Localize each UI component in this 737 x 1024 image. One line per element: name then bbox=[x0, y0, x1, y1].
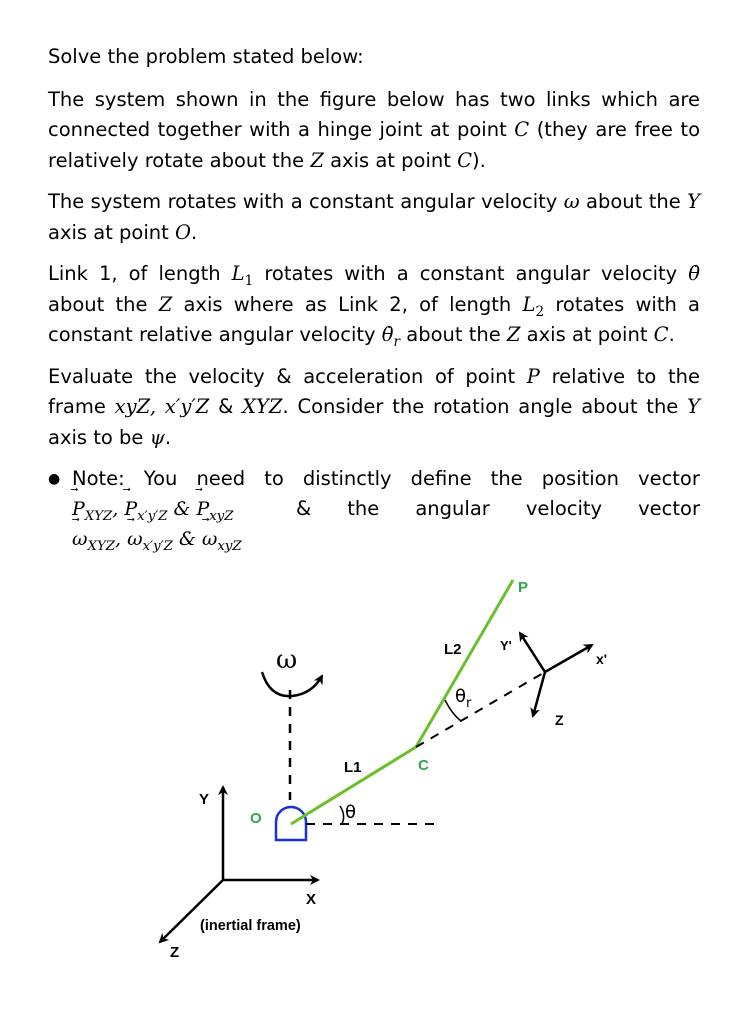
text: ). bbox=[472, 148, 486, 172]
sub-xyZ: xyZ bbox=[209, 508, 234, 524]
local-axis-x bbox=[545, 645, 592, 672]
note-word: distinctly bbox=[302, 467, 392, 490]
note-word: velocity bbox=[525, 497, 603, 520]
label-Y: Y bbox=[199, 791, 210, 808]
math-Z: Z bbox=[506, 323, 521, 346]
math-Y: Y bbox=[687, 395, 701, 418]
text: about the bbox=[400, 323, 507, 346]
note-word: to bbox=[264, 467, 284, 490]
math-sub: r bbox=[393, 333, 401, 350]
math-Y: Y bbox=[687, 190, 700, 213]
text: relative to the frame bbox=[48, 364, 700, 418]
text: axis where as Link 2, of length bbox=[172, 292, 523, 316]
vec-P-XYZ: ⃗ P bbox=[72, 494, 85, 524]
theta-label: θ bbox=[345, 802, 357, 823]
sub-XYZ: XYZ bbox=[84, 508, 113, 524]
text: (they are free to relatively rotate about the bbox=[48, 118, 700, 172]
text: axis to be bbox=[48, 425, 150, 449]
vec-omega-XYZ: ⃗ ω bbox=[72, 524, 88, 554]
bullet-icon: ● bbox=[48, 471, 61, 487]
text: Evaluate the velocity & acceleration of point bbox=[48, 364, 527, 388]
vec-omega-xpyp: ⃗ ω bbox=[127, 524, 143, 554]
text: The system rotates with a constant angular velocity bbox=[48, 190, 564, 213]
note-word: & bbox=[296, 497, 312, 520]
math-L: L bbox=[522, 292, 536, 316]
sub-xyZ: xyZ bbox=[217, 538, 242, 554]
sub-xpypZ: x′y′Z bbox=[137, 508, 168, 524]
text: about the bbox=[579, 190, 688, 213]
text: axis at point bbox=[520, 323, 654, 346]
link-2 bbox=[416, 580, 513, 747]
frame-caption: (inertial frame) bbox=[200, 918, 301, 934]
text: . bbox=[164, 425, 172, 449]
label-C: C bbox=[418, 757, 429, 774]
comma: , bbox=[114, 528, 122, 550]
label-Z: Z bbox=[170, 944, 180, 961]
note-word: vector bbox=[638, 467, 700, 490]
label-P: P bbox=[518, 579, 529, 596]
math-L: L bbox=[231, 262, 245, 285]
label-x-prime: x' bbox=[596, 651, 608, 667]
note-word: need bbox=[196, 467, 246, 490]
note-word: angular bbox=[415, 497, 490, 520]
math-C: C bbox=[653, 323, 669, 346]
link-extension bbox=[416, 672, 545, 747]
label-X: X bbox=[306, 891, 317, 908]
comma: , bbox=[112, 498, 119, 520]
math-Z: Z bbox=[310, 148, 324, 172]
text: The system shown in the figure below has two links which are connected together with a hinge joint at point bbox=[48, 87, 700, 141]
vec-P-xyZ: ⃗ P bbox=[196, 494, 209, 524]
label-L2: L2 bbox=[444, 641, 462, 658]
math-sub: 1 bbox=[244, 272, 254, 289]
text: rotates with a constant relative angular velocity bbox=[48, 292, 700, 346]
label-y-prime: Y' bbox=[500, 638, 512, 653]
label-z-local: Z bbox=[555, 712, 564, 728]
note-word: define bbox=[410, 467, 472, 490]
math-C: C bbox=[457, 148, 472, 172]
label-O: O bbox=[250, 810, 262, 827]
text: . bbox=[191, 220, 198, 244]
note-word: You bbox=[143, 467, 178, 490]
note-word: Note: bbox=[72, 467, 125, 490]
note-word: vector bbox=[638, 497, 700, 520]
note-word: the bbox=[490, 467, 523, 490]
vec-omega-xyZ: ⃗ ω bbox=[202, 524, 218, 554]
theta-arc bbox=[340, 806, 344, 824]
text: about the bbox=[48, 292, 159, 316]
math-C: C bbox=[514, 118, 530, 141]
sub-xpypZ: x′y′Z bbox=[142, 538, 173, 554]
text: Link 1, of length bbox=[48, 262, 232, 285]
local-axis-y bbox=[520, 633, 545, 672]
sub-XYZ: XYZ bbox=[87, 538, 115, 554]
text: axis at point bbox=[323, 148, 458, 172]
vec-P-xpyp: ⃗ P bbox=[124, 494, 137, 524]
note-word: the bbox=[347, 497, 380, 520]
note-word: position bbox=[541, 467, 619, 490]
math-sub: 2 bbox=[535, 303, 545, 320]
text: . Consider the rotation angle about the bbox=[282, 395, 688, 418]
theta-r-label: $\theta_r$ bbox=[455, 686, 472, 711]
math-omega: ω bbox=[563, 190, 580, 213]
math-Z: Z bbox=[158, 292, 173, 316]
text: . bbox=[668, 323, 675, 346]
math-frames: xyZ, x′y′Z bbox=[114, 395, 210, 418]
math-theta-dot: θ̇ bbox=[688, 262, 700, 285]
text: rotates with a constant angular velocity bbox=[253, 262, 689, 285]
text: axis at point bbox=[48, 220, 175, 244]
math-P: P bbox=[526, 364, 540, 388]
amp: & bbox=[178, 528, 196, 550]
omega-arrow bbox=[262, 672, 322, 696]
omega-label: ω bbox=[276, 645, 298, 675]
math-O: O bbox=[175, 220, 191, 244]
heading: Solve the problem stated below: bbox=[48, 45, 364, 68]
math-XYZ: XYZ bbox=[242, 395, 283, 418]
amp: & bbox=[173, 498, 191, 520]
math-psi: ψ bbox=[149, 425, 165, 449]
text: & bbox=[209, 395, 243, 418]
math-theta-r-dot: θ̇ bbox=[381, 323, 394, 346]
label-L1: L1 bbox=[344, 759, 362, 776]
